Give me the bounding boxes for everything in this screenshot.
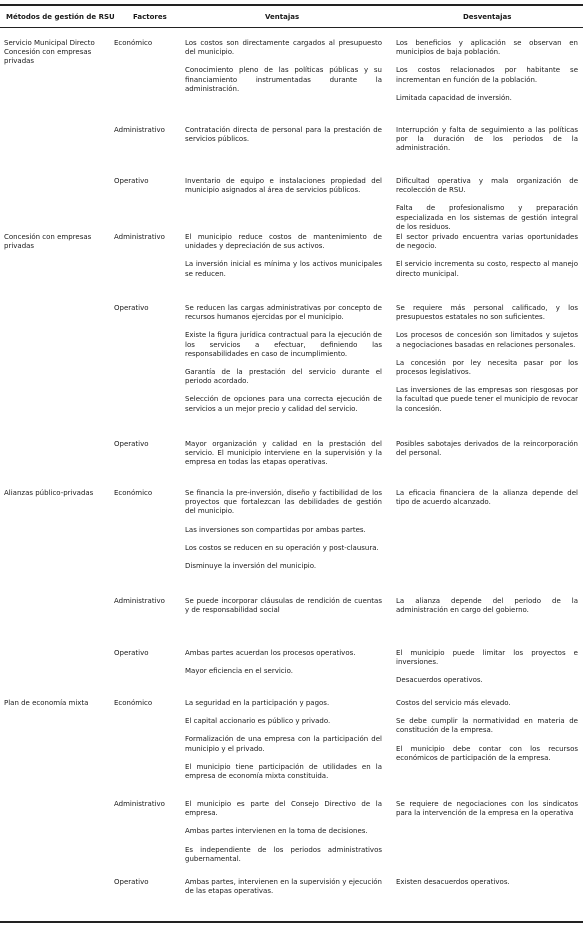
ventaja-item: Formalización de una empresa con la participación del municipio y el privado. (185, 735, 382, 753)
bottom-rule (0, 921, 583, 923)
desventajas-cell (396, 39, 578, 103)
ventaja-item: Ambas partes, intervienen en la supervisión y ejecución de las etapas operativas. (185, 878, 382, 896)
ventajas-cell (185, 39, 382, 94)
ventaja-item: Ambas partes acuerdan los procesos operativos. (185, 649, 356, 657)
factor-cell: Operativo (114, 878, 149, 886)
desventajas-cell (396, 878, 578, 887)
desventajas-cell (396, 649, 578, 686)
ventajas-cell (185, 177, 382, 195)
factor-cell: Operativo (114, 177, 149, 185)
desventaja-item: La concesión por ley necesita pasar por los procesos legislativos. (396, 358, 578, 377)
header-ventajas: Ventajas (265, 13, 300, 21)
ventaja-item: Los costos son directamente cargados al presupuesto del municipio. (185, 39, 382, 57)
method-cell: Alianzas público-privadas (4, 489, 94, 497)
ventaja-item: Mayor organización y calidad en la prestación del servicio. El municipio interviene en la supervisión y la empresa en todas las etapas operativas. (185, 440, 382, 467)
ventajas-cell (185, 649, 382, 676)
header-factor: Factores (133, 13, 167, 21)
desventaja-item: El sector privado encuentra varias oportunidades de negocio. (396, 233, 578, 251)
ventajas-cell (185, 699, 382, 781)
desventajas-cell (396, 126, 578, 154)
desventaja-item: Costos del servicio más elevado. (396, 699, 511, 707)
ventajas-cell (185, 800, 382, 864)
method-cell: Plan de economía mixta (4, 699, 89, 707)
desventajas-cell (396, 699, 578, 763)
top-rule (0, 4, 583, 6)
ventaja-item: Los costos se reducen en su operación y post-clausura. (185, 543, 379, 552)
ventaja-item: La inversión inicial es mínima y los activos municipales se reducen. (185, 260, 382, 278)
desventajas-cell (396, 489, 578, 507)
ventajas-cell (185, 126, 382, 144)
desventaja-item: Los beneficios y aplicación se observan en municipios de baja población. (396, 39, 578, 57)
desventaja-item: Desacuerdos operativos. (396, 676, 483, 685)
desventaja-item: Las inversiones de las empresas son riesgosas por la facultad que puede tener el municipio de revocar la concesión. (396, 386, 578, 413)
desventaja-item: La alianza depende del periodo de la administración en cargo del gobierno. (396, 597, 578, 615)
factor-cell: Administrativo (114, 233, 165, 241)
desventaja-item: El municipio puede limitar los proyectos e inversiones. (396, 649, 578, 667)
header-method: Métodos de gestión de RSU (6, 13, 115, 21)
desventaja-item: Limitada capacidad de inversión. (396, 93, 512, 102)
factor-cell: Económico (114, 699, 153, 707)
desventaja-item: Los costos relacionados por habitante se incrementan en función de la población. (396, 66, 578, 84)
factor-cell: Administrativo (114, 597, 165, 605)
desventajas-cell (396, 800, 578, 818)
desventaja-item: Falta de profesionalismo y preparación especializada en los sistemas de gestión integral de los residuos. (396, 204, 578, 231)
desventajas-cell (396, 177, 578, 232)
ventaja-item: Es independiente de los periodos administrativos gubernamental. (185, 845, 382, 863)
desventaja-item: La eficacia financiera de la alianza depende del tipo de acuerdo alcanzado. (396, 489, 578, 507)
method-cell: Concesión con empresas privadas (4, 233, 92, 251)
ventajas-cell (185, 878, 382, 896)
factor-cell: Administrativo (114, 126, 165, 134)
factor-cell: Económico (114, 489, 153, 497)
header-desventajas: Desventajas (463, 13, 512, 21)
factor-cell: Operativo (114, 304, 149, 312)
ventajas-cell (185, 597, 382, 615)
factor-cell: Operativo (114, 440, 149, 448)
ventaja-item: Selección de opciones para una correcta ejecución de servicios a un mejor precio y calidad del servicio. (185, 395, 382, 413)
ventajas-cell (185, 489, 382, 571)
ventaja-item: Se puede incorporar cláusulas de rendición de cuentas y de responsabilidad social (185, 597, 382, 615)
ventaja-item: Ambas partes intervienen en la toma de decisiones. (185, 827, 368, 836)
factor-cell: Económico (114, 39, 153, 47)
ventajas-cell (185, 440, 382, 468)
ventaja-item: Se financia la pre-inversión, diseño y factibilidad de los proyectos que fortalezcan las debilidades de gestión del municipio. (185, 489, 382, 516)
desventajas-cell (396, 304, 578, 414)
desventaja-item: El servicio incrementa su costo, respecto al manejo directo municipal. (396, 260, 578, 278)
header-rule (0, 27, 583, 28)
ventaja-item: El municipio es parte del Consejo Directivo de la empresa. (185, 800, 382, 818)
desventaja-item: Dificultad operativa y mala organización de recolección de RSU. (396, 177, 578, 195)
desventaja-item: Se requiere de negociaciones con los sindicatos para la intervención de la empresa en la operativa (396, 800, 578, 818)
ventaja-item: Contratación directa de personal para la prestación de servicios públicos. (185, 126, 382, 144)
desventajas-cell (396, 233, 578, 279)
ventaja-item: Inventario de equipo e instalaciones propiedad del municipio asignados al área de servicios públicos. (185, 177, 382, 195)
desventaja-item: Existen desacuerdos operativos. (396, 878, 510, 886)
ventaja-item: Existe la figura jurídica contractual para la ejecución de los servicios a efectuar, definiendo las responsabilidades en caso de incumplimiento. (185, 331, 382, 358)
ventaja-item: El municipio reduce costos de mantenimiento de unidades y depreciación de sus activos. (185, 233, 382, 251)
desventajas-cell (396, 440, 578, 458)
ventaja-item: Garantía de la prestación del servicio durante el periodo acordado. (185, 368, 382, 386)
ventaja-item: Disminuye la inversión del municipio. (185, 562, 317, 571)
ventaja-item: La seguridad en la participación y pagos. (185, 699, 330, 707)
factor-cell: Operativo (114, 649, 149, 657)
factor-cell: Administrativo (114, 800, 165, 808)
ventajas-cell (185, 233, 382, 279)
ventaja-item: Conocimiento pleno de las políticas públicas y su financiamiento instrumentadas durante la administración. (185, 66, 382, 93)
desventaja-item: Se debe cumplir la normatividad en materia de constitución de la empresa. (396, 717, 578, 735)
ventaja-item: Se reducen las cargas administrativas por concepto de recursos humanos ejercidas por el municipio. (185, 304, 382, 322)
ventajas-cell (185, 304, 382, 414)
ventaja-item: El capital accionario es público y privado. (185, 717, 331, 726)
desventajas-cell (396, 597, 578, 615)
desventaja-item: Se requiere más personal calificado, y los presupuestos estatales no son suficientes. (396, 304, 578, 322)
ventaja-item: Las inversiones son compartidas por ambas partes. (185, 525, 366, 534)
ventaja-item: El municipio tiene participación de utilidades en la empresa de economía mixta constituida. (185, 762, 382, 781)
desventaja-item: Los procesos de concesión son limitados y sujetos a negociaciones basadas en relaciones personales. (396, 331, 578, 349)
desventaja-item: El municipio debe contar con los recursos económicos de participación de la empresa. (396, 744, 578, 762)
ventaja-item: Mayor eficiencia en el servicio. (185, 667, 293, 676)
method-cell: Servicio Municipal Directo Concesión con empresas privadas (4, 39, 95, 66)
desventaja-item: Interrupción y falta de seguimiento a las políticas por la duración de los periodos de la administración. (396, 126, 578, 153)
desventaja-item: Posibles sabotajes derivados de la reincorporación del personal. (396, 440, 578, 458)
